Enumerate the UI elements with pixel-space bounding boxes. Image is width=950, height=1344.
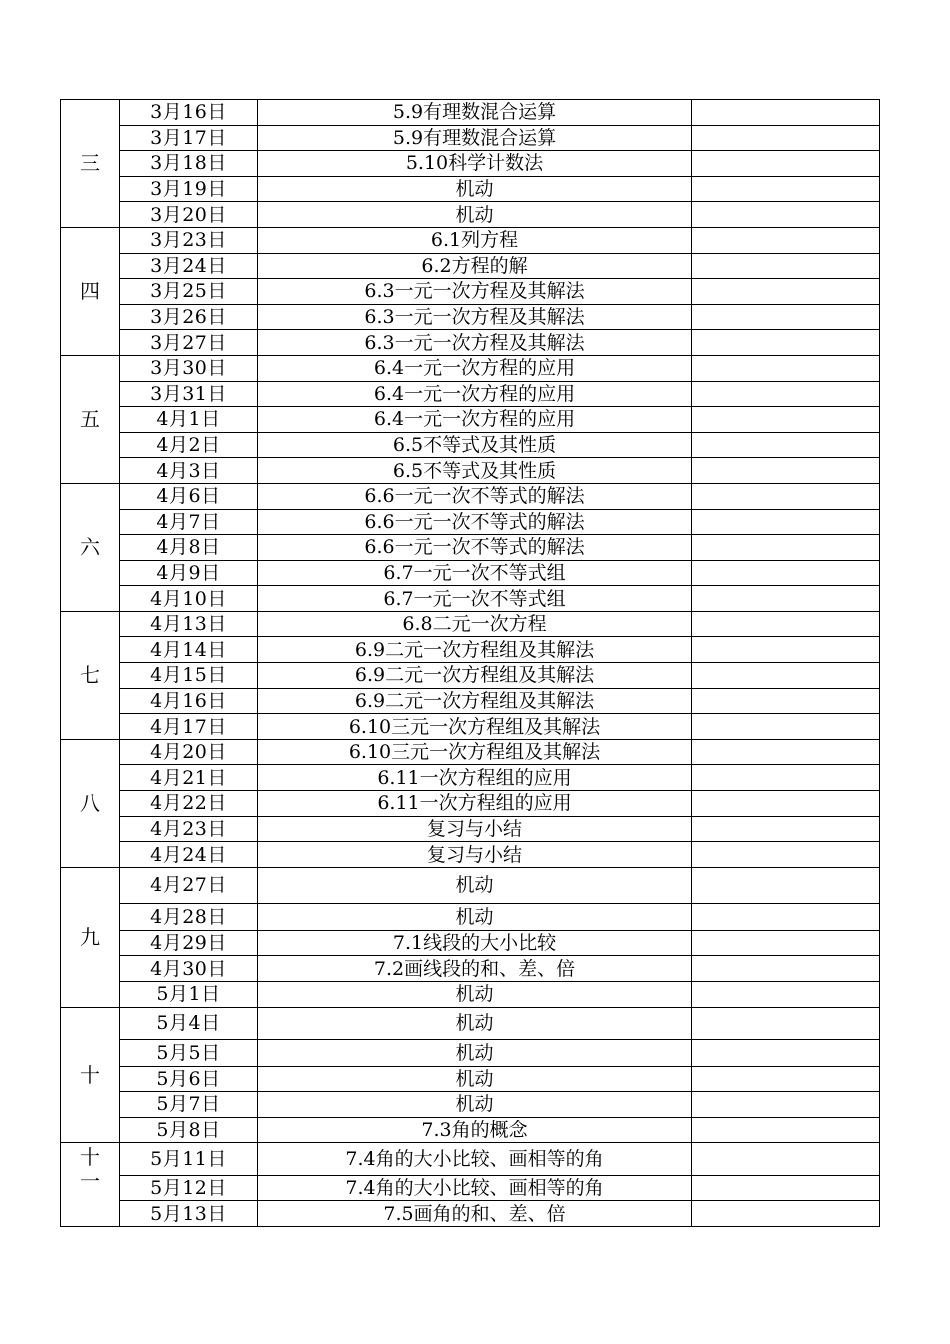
table-row [61,611,880,637]
notes-cell [692,1007,880,1039]
notes-cell [692,637,880,663]
date-cell: 3月31日 [120,381,258,407]
date-cell: 3月16日 [120,100,258,126]
table-row [61,765,880,791]
date-cell: 4月9日 [120,560,258,586]
week-number-cell: 七 [61,611,120,739]
schedule-table [60,99,880,1227]
table-row [61,739,880,765]
week-number-cell: 六 [61,483,120,611]
notes-cell [692,100,880,126]
date-cell: 3月20日 [120,202,258,228]
notes-cell [692,253,880,279]
notes-cell [692,714,880,740]
notes-cell [692,355,880,381]
notes-cell [692,432,880,458]
table-row [61,407,880,433]
notes-cell [692,688,880,714]
notes-cell [692,1039,880,1066]
date-cell: 4月27日 [120,867,258,903]
lesson-content-cell: 机动 [258,903,692,930]
table-row [61,930,880,956]
table-row [61,1007,880,1039]
date-cell: 5月13日 [120,1201,258,1227]
week-number-cell: 十一 [61,1143,120,1227]
date-cell: 5月1日 [120,982,258,1008]
table-row [61,227,880,253]
lesson-content-cell: 机动 [258,1007,692,1039]
date-cell: 4月30日 [120,956,258,982]
lesson-content-cell: 7.1线段的大小比较 [258,930,692,956]
notes-cell [692,227,880,253]
date-cell: 4月20日 [120,739,258,765]
date-cell: 4月28日 [120,903,258,930]
table-row [61,202,880,228]
date-cell: 4月13日 [120,611,258,637]
date-cell: 4月29日 [120,930,258,956]
lesson-content-cell: 7.4角的大小比较、画相等的角 [258,1176,692,1201]
lesson-content-cell: 6.7一元一次不等式组 [258,586,692,612]
lesson-content-cell: 机动 [258,202,692,228]
notes-cell [692,611,880,637]
lesson-content-cell: 6.8二元一次方程 [258,611,692,637]
date-cell: 5月6日 [120,1066,258,1092]
lesson-content-cell: 6.3一元一次方程及其解法 [258,330,692,356]
date-cell: 3月18日 [120,151,258,177]
table-row [61,381,880,407]
notes-cell [692,176,880,202]
table-row [61,100,880,126]
lesson-content-cell: 机动 [258,1039,692,1066]
date-cell: 4月6日 [120,483,258,509]
table-row [61,355,880,381]
week-number-cell: 三 [61,100,120,228]
date-cell: 5月8日 [120,1117,258,1143]
notes-cell [692,765,880,791]
table-row [61,663,880,689]
lesson-content-cell: 6.9二元一次方程组及其解法 [258,637,692,663]
lesson-content-cell: 6.5不等式及其性质 [258,432,692,458]
table-row [61,279,880,305]
table-row [61,176,880,202]
date-cell: 4月23日 [120,816,258,842]
lesson-content-cell: 机动 [258,982,692,1008]
notes-cell [692,151,880,177]
table-row [61,535,880,561]
table-row [61,458,880,484]
lesson-content-cell: 机动 [258,176,692,202]
lesson-content-cell: 6.6一元一次不等式的解法 [258,535,692,561]
table-row [61,1117,880,1143]
lesson-content-cell: 6.9二元一次方程组及其解法 [258,663,692,689]
table-row [61,867,880,903]
notes-cell [692,816,880,842]
date-cell: 3月23日 [120,227,258,253]
notes-cell [692,663,880,689]
date-cell: 5月4日 [120,1007,258,1039]
notes-cell [692,125,880,151]
notes-cell [692,842,880,868]
notes-cell [692,903,880,930]
date-cell: 3月30日 [120,355,258,381]
date-cell: 5月7日 [120,1092,258,1118]
table-row [61,560,880,586]
notes-cell [692,407,880,433]
date-cell: 3月26日 [120,304,258,330]
date-cell: 4月2日 [120,432,258,458]
notes-cell [692,279,880,305]
week-number-cell: 八 [61,739,120,867]
notes-cell [692,483,880,509]
lesson-content-cell: 复习与小结 [258,842,692,868]
week-number-cell: 四 [61,227,120,355]
notes-cell [692,560,880,586]
date-cell: 5月5日 [120,1039,258,1066]
table-row [61,1039,880,1066]
notes-cell [692,1143,880,1176]
table-row [61,151,880,177]
table-row [61,1201,880,1227]
date-cell: 4月10日 [120,586,258,612]
table-row [61,125,880,151]
notes-cell [692,586,880,612]
lesson-content-cell: 5.9有理数混合运算 [258,125,692,151]
lesson-content-cell: 6.6一元一次不等式的解法 [258,483,692,509]
lesson-content-cell: 6.5不等式及其性质 [258,458,692,484]
lesson-content-cell: 6.10三元一次方程组及其解法 [258,739,692,765]
notes-cell [692,930,880,956]
notes-cell [692,982,880,1008]
date-cell: 5月11日 [120,1143,258,1176]
lesson-content-cell: 6.3一元一次方程及其解法 [258,279,692,305]
week-number-cell: 十 [61,1007,120,1143]
table-row [61,714,880,740]
notes-cell [692,867,880,903]
lesson-content-cell: 6.3一元一次方程及其解法 [258,304,692,330]
date-cell: 3月17日 [120,125,258,151]
date-cell: 4月3日 [120,458,258,484]
table-row [61,509,880,535]
table-row [61,816,880,842]
table-row [61,1176,880,1201]
date-cell: 4月17日 [120,714,258,740]
notes-cell [692,1117,880,1143]
date-cell: 3月24日 [120,253,258,279]
notes-cell [692,739,880,765]
lesson-content-cell: 机动 [258,867,692,903]
lesson-content-cell: 6.10三元一次方程组及其解法 [258,714,692,740]
notes-cell [692,1201,880,1227]
notes-cell [692,1066,880,1092]
table-row [61,1066,880,1092]
table-row [61,1143,880,1176]
table-row [61,586,880,612]
lesson-content-cell: 5.10科学计数法 [258,151,692,177]
notes-cell [692,304,880,330]
lesson-content-cell: 6.1列方程 [258,227,692,253]
table-row [61,330,880,356]
date-cell: 4月15日 [120,663,258,689]
lesson-content-cell: 7.5画角的和、差、倍 [258,1201,692,1227]
lesson-content-cell: 5.9有理数混合运算 [258,100,692,126]
table-row [61,637,880,663]
lesson-content-cell: 7.3角的概念 [258,1117,692,1143]
table-row [61,842,880,868]
lesson-content-cell: 6.4一元一次方程的应用 [258,355,692,381]
table-row [61,253,880,279]
notes-cell [692,1176,880,1201]
table-row [61,432,880,458]
notes-cell [692,202,880,228]
lesson-content-cell: 6.11一次方程组的应用 [258,791,692,817]
notes-cell [692,381,880,407]
date-cell: 5月12日 [120,1176,258,1201]
notes-cell [692,956,880,982]
lesson-content-cell: 6.6一元一次不等式的解法 [258,509,692,535]
lesson-content-cell: 机动 [258,1092,692,1118]
lesson-content-cell: 复习与小结 [258,816,692,842]
notes-cell [692,535,880,561]
week-number-cell: 五 [61,355,120,483]
date-cell: 4月22日 [120,791,258,817]
lesson-content-cell: 7.2画线段的和、差、倍 [258,956,692,982]
date-cell: 4月24日 [120,842,258,868]
schedule-body [61,100,880,1227]
table-row [61,982,880,1008]
notes-cell [692,509,880,535]
lesson-content-cell: 6.9二元一次方程组及其解法 [258,688,692,714]
lesson-content-cell: 6.2方程的解 [258,253,692,279]
notes-cell [692,330,880,356]
table-row [61,956,880,982]
notes-cell [692,791,880,817]
week-number-cell: 九 [61,867,120,1007]
date-cell: 4月7日 [120,509,258,535]
lesson-content-cell: 6.7一元一次不等式组 [258,560,692,586]
date-cell: 4月21日 [120,765,258,791]
table-row [61,791,880,817]
notes-cell [692,458,880,484]
table-row [61,1092,880,1118]
lesson-content-cell: 机动 [258,1066,692,1092]
lesson-content-cell: 6.11一次方程组的应用 [258,765,692,791]
lesson-content-cell: 6.4一元一次方程的应用 [258,381,692,407]
table-row [61,903,880,930]
table-row [61,304,880,330]
date-cell: 4月16日 [120,688,258,714]
table-row [61,688,880,714]
date-cell: 4月1日 [120,407,258,433]
lesson-content-cell: 6.4一元一次方程的应用 [258,407,692,433]
date-cell: 3月25日 [120,279,258,305]
table-row [61,483,880,509]
lesson-content-cell: 7.4角的大小比较、画相等的角 [258,1143,692,1176]
date-cell: 4月8日 [120,535,258,561]
date-cell: 3月19日 [120,176,258,202]
date-cell: 4月14日 [120,637,258,663]
date-cell: 3月27日 [120,330,258,356]
notes-cell [692,1092,880,1118]
